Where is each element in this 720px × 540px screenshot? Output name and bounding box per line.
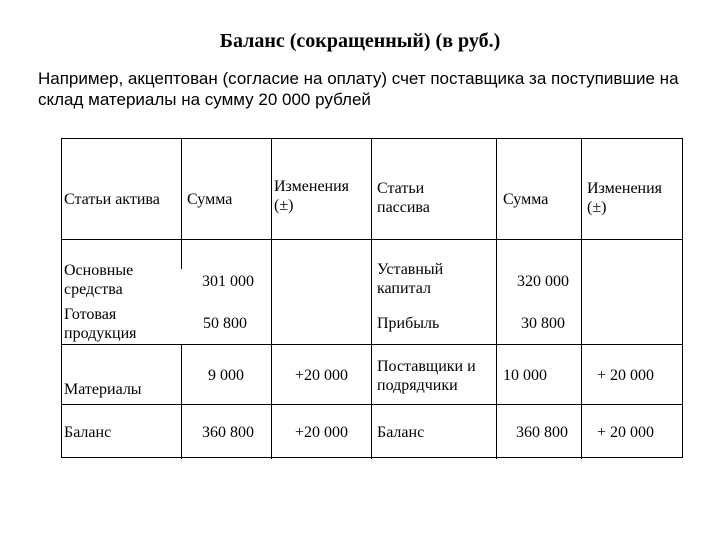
- asset-item-label: Баланс: [64, 424, 112, 441]
- asset-sum-value: 9 000: [208, 367, 244, 384]
- header-liab-change: Изменения (±): [587, 180, 663, 216]
- table-divider: [62, 344, 682, 345]
- liab-item-label: Прибыль: [377, 315, 440, 332]
- header-liab-items: Статьи пассива: [377, 180, 430, 216]
- header-asset-items: Статьи актива: [64, 191, 160, 208]
- asset-item-label: Материалы: [64, 381, 142, 398]
- liab-change-value: + 20 000: [597, 367, 655, 384]
- liab-sum-value: 320 000: [517, 273, 569, 290]
- asset-item-label: Готовая продукция: [64, 306, 137, 342]
- header-asset-change: Изменения (±): [274, 178, 350, 214]
- liab-item-label: Поставщики и подрядчики: [377, 358, 476, 394]
- table-divider: [62, 404, 682, 405]
- asset-change-value: +20 000: [294, 367, 349, 384]
- liab-sum-value: 30 800: [521, 315, 565, 332]
- asset-sum-value: 360 800: [202, 424, 254, 441]
- table-divider: [371, 139, 372, 459]
- table-divider: [581, 139, 582, 459]
- table-divider: [496, 139, 497, 459]
- header-asset-sum: Сумма: [187, 191, 233, 208]
- intro-text: Например, акцептован (согласие на оплату) счет поставщика за поступившие на склад материалы на сумму 20 000 рублей: [38, 69, 679, 109]
- asset-change-value: +20 000: [294, 424, 349, 441]
- liab-sum-value: 360 800: [516, 424, 568, 441]
- liab-item-label: Баланс: [377, 424, 425, 441]
- liab-item-label: Уставный капитал: [377, 261, 444, 297]
- liab-sum-value: 10 000: [503, 367, 547, 384]
- page-title: Баланс (сокращенный) (в руб.): [219, 30, 501, 52]
- table-divider: [62, 239, 682, 240]
- table-divider: [271, 139, 272, 459]
- asset-item-label: Основные средства: [64, 262, 134, 298]
- liab-change-value: + 20 000: [597, 424, 655, 441]
- asset-sum-value: 301 000: [202, 273, 254, 290]
- table-divider: [181, 139, 182, 269]
- header-liab-sum: Сумма: [503, 191, 549, 208]
- balance-table: [61, 138, 683, 458]
- asset-sum-value: 50 800: [203, 315, 247, 332]
